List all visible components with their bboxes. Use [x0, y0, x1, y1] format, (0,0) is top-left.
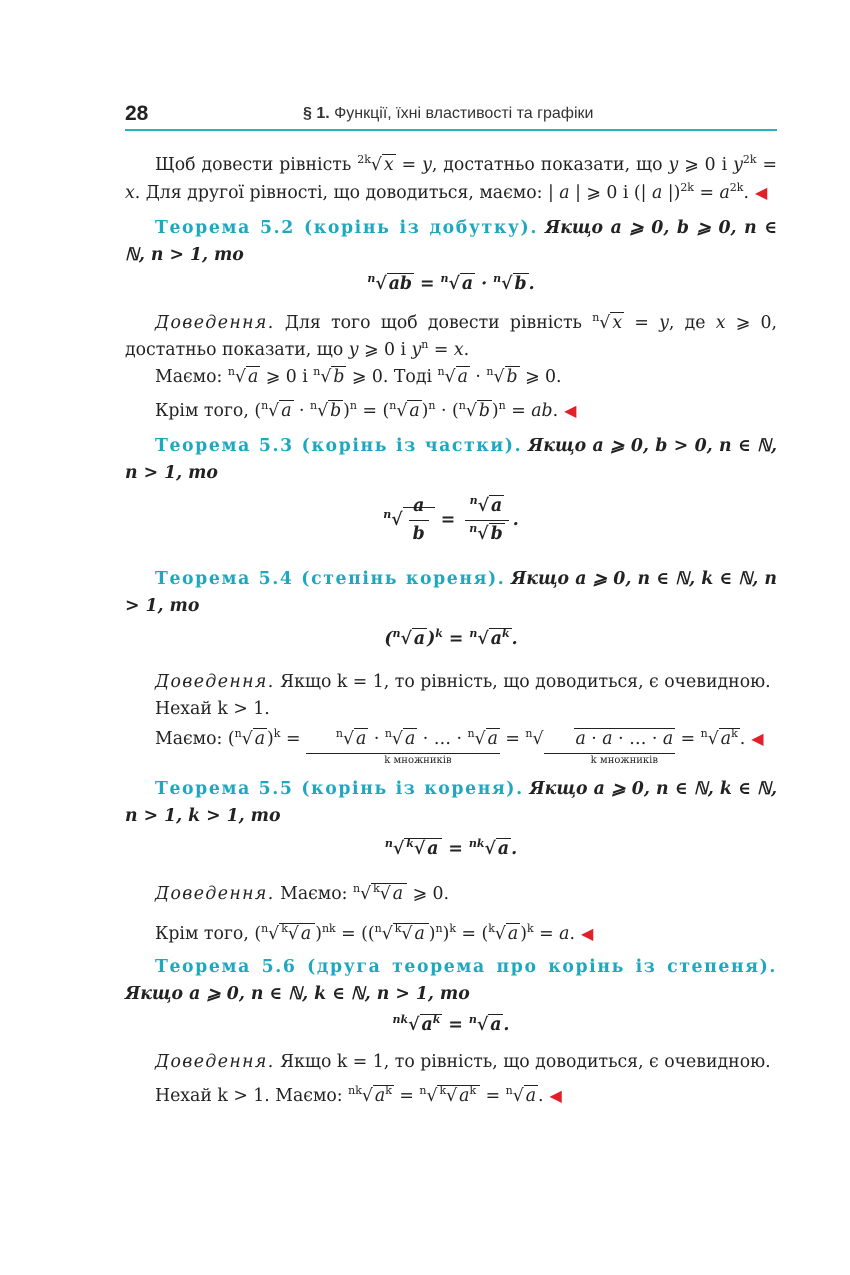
theorem-5-6-title: Теорема 5.6 (друга теорема про корінь із степеня). [155, 957, 777, 977]
formula-5-2: $^n$√ ab = $^n$√ a · $^n$√ b . [367, 272, 535, 294]
proof-label: Доведення. [155, 884, 275, 904]
section-number: § 1. [303, 105, 330, 122]
theorem-5-6-condition: Якщо a ⩾ 0, n ∈ ℕ, k ∈ ℕ, n > 1, то [125, 984, 470, 1004]
proof-5-5: Доведення. Маємо: $^n$√ $^k$√ a ⩾ 0. [155, 882, 450, 904]
proof-5-4-line-2: Нехай k > 1. [155, 699, 270, 719]
proof-label: Доведення. [155, 1052, 275, 1072]
theorem-5-2-title: Теорема 5.2 (корінь із добутку). [155, 218, 538, 238]
end-of-proof-marker: ◀ [564, 401, 577, 420]
theorem-5-4 [125, 566, 777, 620]
intro-paragraph: Щоб довести рівність $^{2k}$√ x = y, достатньо показати, що y ⩾ 0 і $y^{2k} = x$. Для другої рівності, що доводиться, маємо: | a | ⩾ 0 і (| a $|)^{2k} = a^{2k}$. ◀ [125, 153, 777, 203]
theorem-5-6 [125, 954, 777, 1008]
end-of-proof-marker: ◀ [549, 1086, 562, 1105]
end-of-proof-marker: ◀ [751, 729, 764, 748]
proof-5-5-line-2: Крім того, ($^n$√ $^k$√ a )$^{nk}$ = (($^n$√ $^k$√ a )$^n$)$^k$ = ($^k$√ a )$^k$ = a. ◀ [155, 922, 594, 944]
theorem-5-5 [125, 776, 777, 830]
proof-5-4: Доведення. Якщо k = 1, то рівність, що доводиться, є очевидною. [155, 672, 771, 692]
proof-5-2: Доведення. Для того щоб довести рівність $^n$√ x = y, де x ⩾ 0, достатньо показати, що y ⩾ 0 і $y^n = x$. [125, 311, 777, 360]
page-content [125, 152, 777, 1110]
page-header [125, 98, 777, 130]
header-rule [125, 129, 777, 131]
end-of-proof-marker: ◀ [754, 183, 768, 202]
proof-5-2-line-2: Маємо: $^n$√ a ⩾ 0 і $^n$√ b ⩾ 0. Тоді $^n$√ a · $^n$√ b ⩾ 0. [155, 365, 562, 387]
theorem-5-4-condition: Якщо a ⩾ 0, n ∈ ℕ, k ∈ ℕ, n > 1, то [125, 569, 777, 616]
proof-5-6: Доведення. Якщо k = 1, то рівність, що доводиться, є очевидною. [155, 1052, 771, 1072]
formula-5-3: $^n$√ $\frac{a}{b}$ = $\frac{^n√ a}{^n√ b}$ . [383, 494, 519, 544]
page-number: 28 [125, 102, 149, 125]
theorem-5-5-title: Теорема 5.5 (корінь із кореня). [155, 779, 524, 799]
formula-5-5: $^n$√ $^k$√ a = $^{nk}$√ a . [384, 837, 518, 859]
proof-5-2-line-3: Крім того, ($^n$√ a · $^n$√ b )$^n$ = ($^n$√ a )$^n$ · ($^n$√ b )$^n$ = ab. ◀ [155, 399, 577, 421]
proof-label: Доведення. [155, 672, 275, 692]
proof-label: Доведення. [155, 313, 275, 333]
section-title: Функції, їхні властивості та графіки [334, 105, 594, 122]
theorem-5-5-condition: Якщо a ⩾ 0, n ∈ ℕ, k ∈ ℕ, n > 1, k > 1, то [125, 779, 777, 826]
running-title [303, 105, 593, 123]
theorem-5-2-condition: Якщо a ⩾ 0, b ⩾ 0, n ∈ ℕ, n > 1, то [125, 218, 777, 265]
theorem-5-2 [125, 215, 777, 269]
proof-5-6-line-2: Нехай k > 1. Маємо: $^{nk}$√ $a^k = ^n√$ $^k$√ $a^k = ^n√$ a . ◀ [155, 1084, 562, 1106]
theorem-5-3 [125, 433, 777, 487]
theorem-5-3-condition: Якщо a ⩾ 0, b > 0, n ∈ ℕ, n > 1, то [125, 436, 777, 483]
end-of-proof-marker: ◀ [580, 924, 594, 943]
theorem-5-3-title: Теорема 5.3 (корінь із частки). [155, 436, 523, 456]
proof-5-4-line-3: Маємо: ($^n$√ a )$^k$ = $^n$√ a · $^n$√ a · … · $^n$√ a k множників = $^n$√ a · a · … · a k множників = $^n$√ $a^k$ . ◀ [155, 727, 764, 766]
theorem-5-4-title: Теорема 5.4 (степінь кореня). [155, 569, 506, 589]
formula-5-4: ($^n$√ a )$^k$ = $^n$√ $a^k$ . [384, 627, 518, 649]
formula-5-6: $^{nk}$√ $a^k = ^n√$ a . [392, 1013, 510, 1035]
